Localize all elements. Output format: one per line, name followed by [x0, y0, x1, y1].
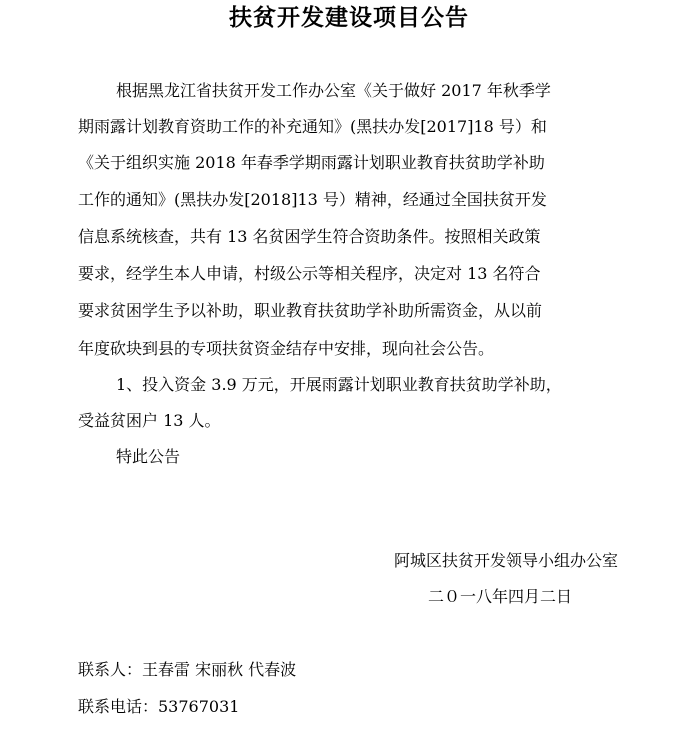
body-line: 1、投入资金 3.9 万元，开展雨露计划职业教育扶贫助学补助，	[116, 375, 562, 394]
contact-phone: 联系电话：53767031	[78, 697, 240, 716]
closing-text: 特此公告	[116, 447, 181, 466]
body-line: 信息系统核查，共有 13 名贫困学生符合资助条件。按照相关政策	[78, 227, 541, 246]
body-line: 《关于组织实施 2018 年春季学期雨露计划职业教育扶贫助学补助	[78, 153, 545, 172]
announcement-title: 扶贫开发建设项目公告	[229, 5, 469, 31]
signature-organization: 阿城区扶贫开发领导小组办公室	[393, 551, 618, 570]
body-line: 要求贫困学生予以补助，职业教育扶贫助学补助所需资金，从以前	[78, 301, 543, 320]
body-line: 工作的通知》(黑扶办发[2018]13 号）精神，经通过全国扶贫开发	[78, 190, 547, 209]
body-line: 根据黑龙江省扶贫开发工作办公室《关于做好 2017 年秋季学	[116, 81, 551, 100]
body-line: 要求，经学生本人申请，村级公示等相关程序，决定对 13 名符合	[78, 264, 541, 283]
body-line: 年度砍块到县的专项扶贫资金结存中安排，现向社会公告。	[78, 339, 495, 358]
body-line: 期雨露计划教育资助工作的补充通知》(黑扶办发[2017]18 号）和	[78, 117, 547, 136]
contact-people: 联系人：王春雷 宋丽秋 代春波	[78, 660, 297, 679]
signature-date: 二０一八年四月二日	[427, 587, 572, 606]
body-line: 受益贫困户 13 人。	[78, 411, 221, 430]
